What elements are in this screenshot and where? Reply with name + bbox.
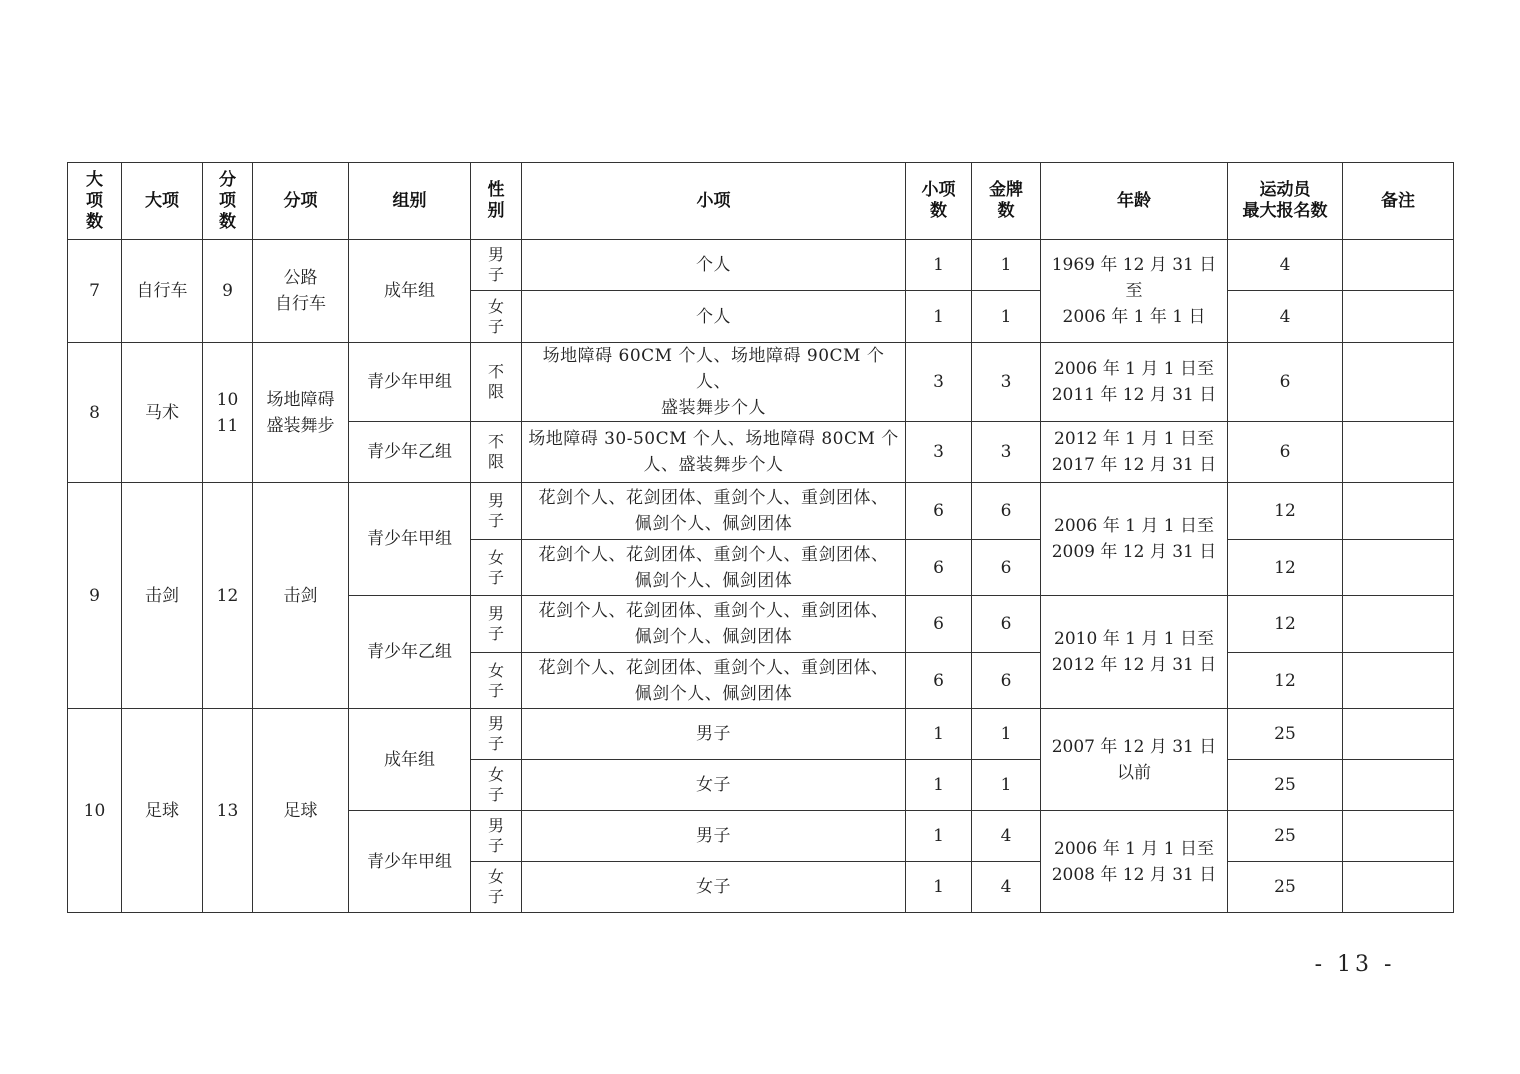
cell-major: 自行车 <box>122 240 203 343</box>
cell-gender: 女 子 <box>471 540 522 596</box>
cell-event-count: 6 <box>906 483 972 540</box>
cell-major: 马术 <box>122 343 203 483</box>
cell-remarks <box>1343 343 1454 422</box>
cell-remarks <box>1343 596 1454 653</box>
cell-gold-count: 1 <box>972 760 1041 811</box>
cell-age: 1969 年 12 月 31 日至 2006 年 1 年 1 日 <box>1041 240 1228 343</box>
cell-age: 2007 年 12 月 31 日 以前 <box>1041 709 1228 811</box>
cell-event-count: 1 <box>906 240 972 291</box>
cell-gold-count: 3 <box>972 422 1041 483</box>
table-row <box>68 483 1454 540</box>
cell-event-count: 1 <box>906 760 972 811</box>
cell-gold-count: 1 <box>972 291 1041 343</box>
cell-age: 2010 年 1 月 1 日至 2012 年 12 月 31 日 <box>1041 596 1228 709</box>
cell-major: 足球 <box>122 709 203 913</box>
cell-event-count: 3 <box>906 422 972 483</box>
cell-gold-count: 4 <box>972 862 1041 913</box>
cell-event: 男子 <box>522 709 906 760</box>
cell-sub-count: 13 <box>203 709 253 913</box>
header-gender: 性 别 <box>471 163 522 240</box>
cell-remarks <box>1343 540 1454 596</box>
cell-group: 青少年乙组 <box>349 422 471 483</box>
cell-max-athletes: 12 <box>1228 653 1343 709</box>
cell-sub: 公路 自行车 <box>253 240 349 343</box>
header-event-count: 小项 数 <box>906 163 972 240</box>
cell-remarks <box>1343 653 1454 709</box>
cell-gender: 女 子 <box>471 653 522 709</box>
cell-gold-count: 4 <box>972 811 1041 862</box>
header-max-athletes: 运动员 最大报名数 <box>1228 163 1343 240</box>
cell-remarks <box>1343 422 1454 483</box>
cell-gender: 女 子 <box>471 291 522 343</box>
header-sub-count: 分 项 数 <box>203 163 253 240</box>
cell-group: 青少年甲组 <box>349 483 471 596</box>
cell-group: 青少年甲组 <box>349 811 471 913</box>
cell-gold-count: 1 <box>972 240 1041 291</box>
cell-gold-count: 6 <box>972 540 1041 596</box>
cell-gender: 男 子 <box>471 596 522 653</box>
cell-sub: 足球 <box>253 709 349 913</box>
cell-event-count: 6 <box>906 653 972 709</box>
cell-remarks <box>1343 483 1454 540</box>
cell-max-athletes: 25 <box>1228 760 1343 811</box>
cell-event: 个人 <box>522 240 906 291</box>
cell-group: 青少年乙组 <box>349 596 471 709</box>
cell-gender: 男 子 <box>471 240 522 291</box>
cell-max-athletes: 4 <box>1228 240 1343 291</box>
event-table <box>67 162 1454 913</box>
cell-group: 成年组 <box>349 709 471 811</box>
cell-max-athletes: 12 <box>1228 483 1343 540</box>
cell-event-count: 3 <box>906 343 972 422</box>
header-remarks: 备注 <box>1343 163 1454 240</box>
cell-event: 花剑个人、花剑团体、重剑个人、重剑团体、 佩剑个人、佩剑团体 <box>522 653 906 709</box>
cell-max-athletes: 12 <box>1228 596 1343 653</box>
cell-group: 青少年甲组 <box>349 343 471 422</box>
cell-event: 花剑个人、花剑团体、重剑个人、重剑团体、 佩剑个人、佩剑团体 <box>522 596 906 653</box>
header-row <box>68 163 1454 240</box>
cell-group: 成年组 <box>349 240 471 343</box>
cell-event-count: 1 <box>906 709 972 760</box>
cell-event: 花剑个人、花剑团体、重剑个人、重剑团体、 佩剑个人、佩剑团体 <box>522 540 906 596</box>
cell-remarks <box>1343 811 1454 862</box>
cell-sub: 场地障碍 盛装舞步 <box>253 343 349 483</box>
cell-event-count: 1 <box>906 862 972 913</box>
cell-sub-count: 12 <box>203 483 253 709</box>
header-age: 年龄 <box>1041 163 1228 240</box>
cell-remarks <box>1343 760 1454 811</box>
cell-sub: 击剑 <box>253 483 349 709</box>
cell-gold-count: 1 <box>972 709 1041 760</box>
cell-major-count: 7 <box>68 240 122 343</box>
cell-remarks <box>1343 291 1454 343</box>
table-row <box>68 240 1454 291</box>
cell-event: 个人 <box>522 291 906 343</box>
cell-max-athletes: 25 <box>1228 709 1343 760</box>
cell-gender: 男 子 <box>471 709 522 760</box>
cell-remarks <box>1343 709 1454 760</box>
cell-event-count: 6 <box>906 596 972 653</box>
cell-event: 场地障碍 30-50CM 个人、场地障碍 80CM 个 人、盛装舞步个人 <box>522 422 906 483</box>
cell-gender: 男 子 <box>471 811 522 862</box>
cell-gold-count: 6 <box>972 596 1041 653</box>
table-row <box>68 709 1454 760</box>
cell-event: 男子 <box>522 811 906 862</box>
cell-max-athletes: 12 <box>1228 540 1343 596</box>
cell-event-count: 6 <box>906 540 972 596</box>
header-major: 大项 <box>122 163 203 240</box>
header-major-count: 大 项 数 <box>68 163 122 240</box>
cell-max-athletes: 4 <box>1228 291 1343 343</box>
cell-remarks <box>1343 240 1454 291</box>
cell-sub-count: 10 11 <box>203 343 253 483</box>
cell-remarks <box>1343 862 1454 913</box>
cell-age: 2006 年 1 月 1 日至 2008 年 12 月 31 日 <box>1041 811 1228 913</box>
cell-event: 花剑个人、花剑团体、重剑个人、重剑团体、 佩剑个人、佩剑团体 <box>522 483 906 540</box>
header-group: 组别 <box>349 163 471 240</box>
cell-event: 女子 <box>522 760 906 811</box>
cell-major-count: 8 <box>68 343 122 483</box>
cell-age: 2012 年 1 月 1 日至 2017 年 12 月 31 日 <box>1041 422 1228 483</box>
cell-gold-count: 6 <box>972 653 1041 709</box>
header-sub: 分项 <box>253 163 349 240</box>
page-number: - 13 - <box>1314 952 1396 977</box>
cell-gold-count: 6 <box>972 483 1041 540</box>
cell-event-count: 1 <box>906 811 972 862</box>
cell-max-athletes: 6 <box>1228 343 1343 422</box>
cell-major: 击剑 <box>122 483 203 709</box>
cell-gender: 不 限 <box>471 422 522 483</box>
cell-gender: 不 限 <box>471 343 522 422</box>
cell-major-count: 10 <box>68 709 122 913</box>
cell-max-athletes: 25 <box>1228 811 1343 862</box>
cell-event-count: 1 <box>906 291 972 343</box>
cell-gender: 女 子 <box>471 760 522 811</box>
cell-sub-count: 9 <box>203 240 253 343</box>
header-event: 小项 <box>522 163 906 240</box>
cell-gender: 男 子 <box>471 483 522 540</box>
table-row <box>68 343 1454 422</box>
cell-major-count: 9 <box>68 483 122 709</box>
cell-event: 女子 <box>522 862 906 913</box>
cell-event: 场地障碍 60CM 个人、场地障碍 90CM 个人、 盛装舞步个人 <box>522 343 906 422</box>
cell-age: 2006 年 1 月 1 日至 2011 年 12 月 31 日 <box>1041 343 1228 422</box>
header-gold-count: 金牌 数 <box>972 163 1041 240</box>
cell-gold-count: 3 <box>972 343 1041 422</box>
cell-max-athletes: 6 <box>1228 422 1343 483</box>
cell-gender: 女 子 <box>471 862 522 913</box>
cell-max-athletes: 25 <box>1228 862 1343 913</box>
cell-age: 2006 年 1 月 1 日至 2009 年 12 月 31 日 <box>1041 483 1228 596</box>
